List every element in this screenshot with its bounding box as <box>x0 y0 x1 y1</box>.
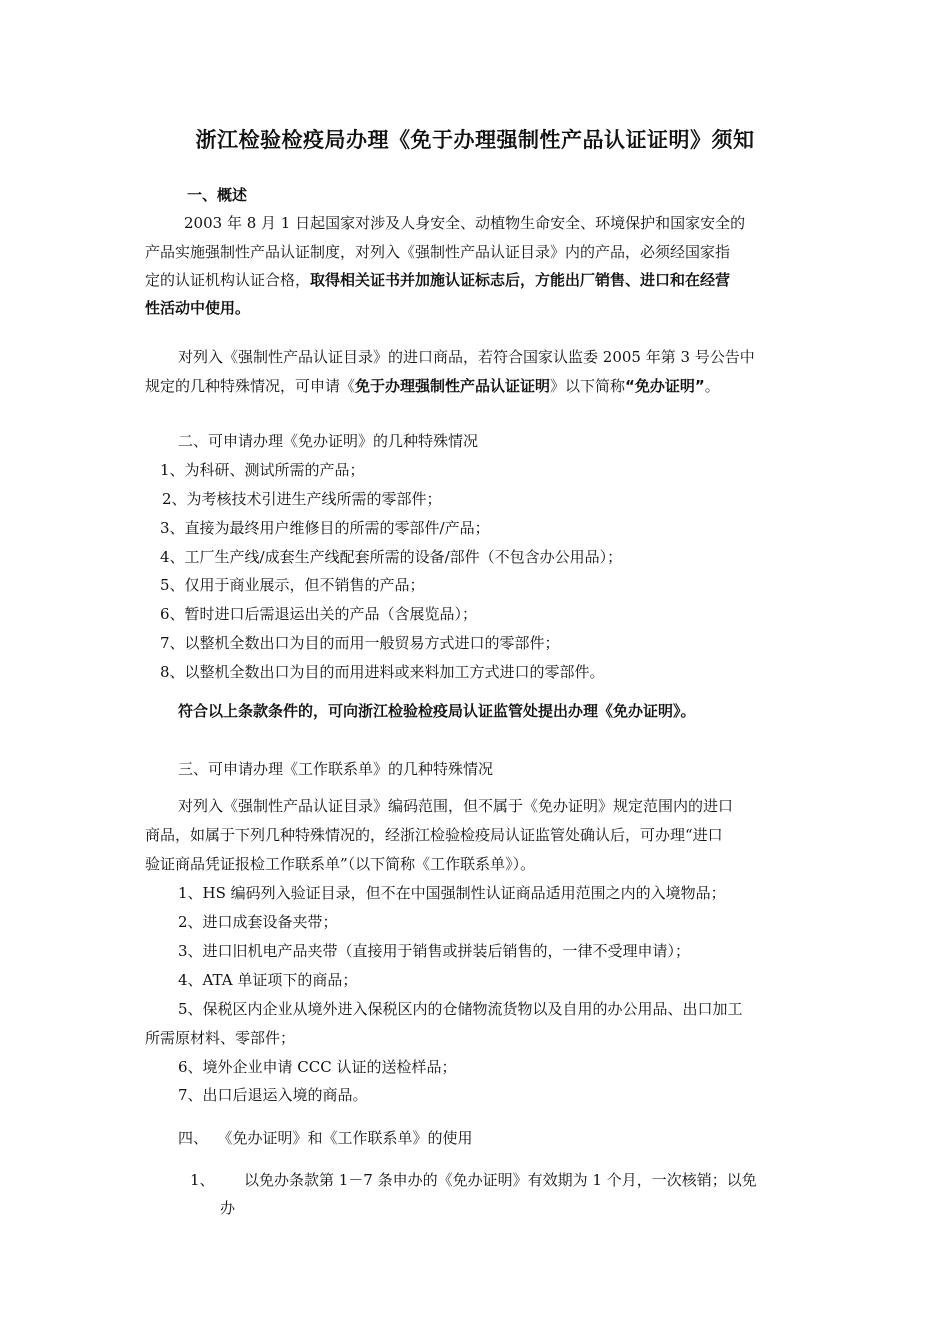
s4-item-1-line2: 办 <box>220 1199 236 1217</box>
s2-summary: 符合以上条款条件的，可向浙江检验检疫局认证监管处提出办理《免办证明》。 <box>178 702 696 720</box>
s3-item-6: 6、境外企业申请 CCC 认证的送检样品； <box>178 1058 457 1076</box>
s3-item-5-cont: 所需原材料、零部件； <box>145 1029 296 1047</box>
s4-item-1-line1: 以免办条款第 1－7 条申办的《免办证明》有效期为 1 个月，一次核销；以免 <box>244 1171 757 1189</box>
s1-para2-seg-e: 。 <box>704 377 720 395</box>
s1-para1-line3 <box>145 269 730 290</box>
s2-item-5: 5、仅用于商业展示，但不销售的产品； <box>160 576 425 594</box>
s1-para1-line3-bold: 取得相关证书并加施认证标志后，方能出厂销售、进口和在经营 <box>310 271 731 289</box>
s3-para-line2: 商品，如属于下列几种特殊情况的，经浙江检验检疫局认证监管处确认后，可办理“进口 <box>145 826 723 844</box>
s2-item-4: 4、工厂生产线/成套生产线配套所需的设备/部件（不包含办公用品）； <box>160 548 623 566</box>
s2-item-1: 1、为科研、测试所需的产品； <box>160 461 365 479</box>
s2-item-7: 7、以整机全数出口为目的而用一般贸易方式进口的零部件； <box>160 634 560 652</box>
s2-item-3: 3、直接为最终用户维修目的所需的零部件/产品； <box>160 519 490 537</box>
document-title: 浙江检验检疫局办理《免于办理强制性产品认证证明》须知 <box>195 128 755 152</box>
s1-para2-seg-b: 免于办理强制性产品认证证明 <box>355 377 551 395</box>
s3-item-3: 3、进口旧机电产品夹带（直接用于销售或拼装后销售的，一律不受理申请）； <box>178 942 691 960</box>
s1-para2-seg-d: “免办证明” <box>625 377 705 395</box>
s3-item-4: 4、ATA 单证项下的商品； <box>178 971 358 989</box>
s1-para2-seg-a: 规定的几种特殊情况，可申请《 <box>145 377 356 395</box>
s1-para1-line1: 2003 年 8 月 1 日起国家对涉及人身安全、动植物生命安全、环境保护和国家安全的 <box>184 214 746 232</box>
s2-item-6: 6、暂时进口后需退运出关的产品（含展览品）； <box>160 605 478 623</box>
section-3-heading: 三、可申请办理《工作联系单》的几种特殊情况 <box>178 760 494 778</box>
s1-para2-line1: 对列入《强制性产品认证目录》的进口商品，若符合国家认监委 2005 年第 3 号公告中 <box>178 348 755 366</box>
section-2-heading: 二、可申请办理《免办证明》的几种特殊情况 <box>178 432 479 450</box>
s3-item-2: 2、进口成套设备夹带； <box>178 913 338 931</box>
s1-para1-line3-plain: 定的认证机构认证合格， <box>145 271 311 289</box>
s3-item-1: 1、HS 编码列入验证目录，但不在中国强制性认证商品适用范围之内的入境物品； <box>178 884 726 902</box>
s1-para1-line4: 性活动中使用。 <box>145 299 251 317</box>
section-4-heading: 四、 《免办证明》和《工作联系单》的使用 <box>178 1129 473 1147</box>
s1-para1-line2: 产品实施强制性产品认证制度，对列入《强制性产品认证目录》内的产品，必须经国家指 <box>145 243 731 261</box>
s1-para2-seg-c: 》以下简称 <box>550 377 626 395</box>
section-1-heading: 一、概述 <box>187 186 248 204</box>
s3-item-7: 7、出口后退运入境的商品。 <box>178 1086 368 1104</box>
s2-item-2: 2、为考核技术引进生产线所需的零部件； <box>162 490 442 508</box>
s3-item-5: 5、保税区内企业从境外进入保税区内的仓储物流货物以及自用的办公用品、出口加工 <box>178 1000 743 1018</box>
s4-item-1-number: 1、 <box>190 1171 215 1189</box>
s2-item-8: 8、以整机全数出口为目的而用进料或来料加工方式进口的零部件。 <box>160 663 605 681</box>
s3-para-line1: 对列入《强制性产品认证目录》编码范围，但不属于《免办证明》规定范围内的进口 <box>178 797 734 815</box>
s3-para-line3: 验证商品凭证报检工作联系单”（以下简称《工作联系单》）。 <box>145 855 536 873</box>
s1-para2-line2 <box>145 375 720 396</box>
